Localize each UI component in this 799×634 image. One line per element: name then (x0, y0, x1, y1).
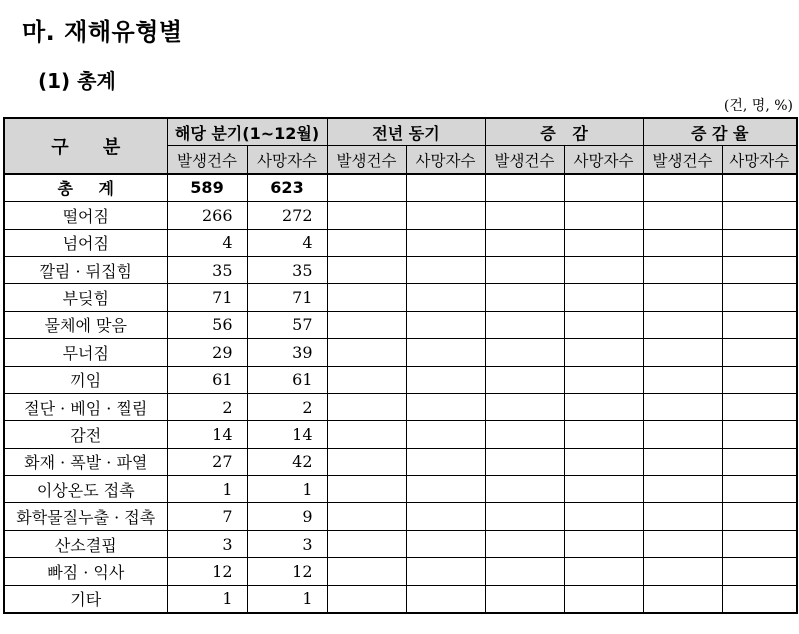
value-cell (722, 448, 797, 475)
row-label: 넘어짐 (4, 229, 167, 256)
value-cell: 27 (167, 448, 247, 475)
value-cell: 1 (247, 585, 327, 613)
value-cell (406, 256, 485, 283)
header-sub-cell: 발생건수 (327, 146, 406, 174)
row-label: 감전 (4, 421, 167, 448)
value-cell: 589 (167, 174, 247, 202)
value-cell (406, 585, 485, 613)
row-label: 물체에 맞음 (4, 311, 167, 338)
row-label: 부딪힘 (4, 284, 167, 311)
value-cell (327, 284, 406, 311)
value-cell (327, 530, 406, 557)
value-cell (406, 503, 485, 530)
value-cell (564, 339, 643, 366)
value-cell (485, 366, 564, 393)
row-label: 끼임 (4, 366, 167, 393)
row-label: 깔림 · 뒤집힘 (4, 256, 167, 283)
value-cell (722, 366, 797, 393)
value-cell (564, 366, 643, 393)
value-cell (406, 530, 485, 557)
value-cell (643, 393, 722, 420)
value-cell (327, 558, 406, 585)
value-cell (564, 284, 643, 311)
header-category: 구 분 (4, 118, 167, 174)
value-cell (564, 256, 643, 283)
value-cell: 4 (247, 229, 327, 256)
value-cell: 4 (167, 229, 247, 256)
value-cell (722, 421, 797, 448)
value-cell (485, 421, 564, 448)
value-cell: 61 (167, 366, 247, 393)
value-cell (564, 585, 643, 613)
value-cell (564, 393, 643, 420)
value-cell (406, 174, 485, 202)
row-label: 화학물질누출 · 접촉 (4, 503, 167, 530)
value-cell (327, 256, 406, 283)
header-sub-cell: 발생건수 (167, 146, 247, 174)
value-cell: 35 (167, 256, 247, 283)
value-cell (406, 366, 485, 393)
value-cell: 42 (247, 448, 327, 475)
value-cell (643, 421, 722, 448)
value-cell (643, 558, 722, 585)
value-cell (485, 530, 564, 557)
value-cell: 14 (167, 421, 247, 448)
value-cell (485, 311, 564, 338)
value-cell (643, 366, 722, 393)
value-cell (485, 476, 564, 503)
value-cell (564, 530, 643, 557)
row-label: 이상온도 접촉 (4, 476, 167, 503)
value-cell (485, 393, 564, 420)
value-cell: 61 (247, 366, 327, 393)
row-label: 무너짐 (4, 339, 167, 366)
value-cell: 1 (247, 476, 327, 503)
value-cell (485, 229, 564, 256)
value-cell (643, 503, 722, 530)
value-cell (643, 448, 722, 475)
table-row (4, 256, 797, 283)
value-cell (564, 448, 643, 475)
value-cell: 56 (167, 311, 247, 338)
value-cell (643, 530, 722, 557)
value-cell (327, 229, 406, 256)
value-cell (406, 393, 485, 420)
value-cell (564, 229, 643, 256)
value-cell (406, 421, 485, 448)
value-cell (722, 229, 797, 256)
value-cell (327, 366, 406, 393)
table-row (4, 311, 797, 338)
value-cell (643, 476, 722, 503)
value-cell: 29 (167, 339, 247, 366)
value-cell (643, 284, 722, 311)
value-cell (564, 503, 643, 530)
value-cell (564, 311, 643, 338)
row-label: 떨어짐 (4, 202, 167, 229)
row-label: 산소결핍 (4, 530, 167, 557)
value-cell (643, 256, 722, 283)
value-cell (485, 339, 564, 366)
header-sub-cell: 사망자수 (247, 146, 327, 174)
value-cell (406, 558, 485, 585)
header-sub-cell: 사망자수 (722, 146, 797, 174)
table-row (4, 448, 797, 475)
value-cell (722, 202, 797, 229)
value-cell (722, 174, 797, 202)
value-cell (485, 284, 564, 311)
value-cell: 2 (247, 393, 327, 420)
header-sub-cell: 발생건수 (485, 146, 564, 174)
value-cell: 1 (167, 585, 247, 613)
row-label: 절단 · 베임 · 찔림 (4, 393, 167, 420)
header-group-current: 해당 분기(1~12월) (167, 118, 327, 146)
value-cell: 39 (247, 339, 327, 366)
value-cell (564, 174, 643, 202)
value-cell: 3 (247, 530, 327, 557)
value-cell (722, 503, 797, 530)
value-cell: 35 (247, 256, 327, 283)
value-cell (327, 174, 406, 202)
value-cell (564, 421, 643, 448)
value-cell (327, 311, 406, 338)
header-group-prior-year: 전년 동기 (327, 118, 485, 146)
table-row (4, 339, 797, 366)
table-row-total (4, 174, 797, 202)
header-sub-cell: 사망자수 (406, 146, 485, 174)
table-body (4, 174, 797, 613)
value-cell (327, 503, 406, 530)
value-cell (643, 229, 722, 256)
table-row (4, 284, 797, 311)
table-row (4, 476, 797, 503)
header-sub-cell: 발생건수 (643, 146, 722, 174)
value-cell: 272 (247, 202, 327, 229)
value-cell (485, 585, 564, 613)
value-cell (564, 476, 643, 503)
value-cell (643, 202, 722, 229)
section-subtitle: (1) 총계 (38, 69, 116, 93)
value-cell (564, 558, 643, 585)
value-cell (485, 558, 564, 585)
value-cell (722, 311, 797, 338)
value-cell (406, 448, 485, 475)
value-cell (722, 393, 797, 420)
header-row-groups (4, 118, 797, 146)
value-cell: 71 (247, 284, 327, 311)
value-cell (722, 339, 797, 366)
value-cell: 7 (167, 503, 247, 530)
value-cell (327, 476, 406, 503)
table-row (4, 202, 797, 229)
value-cell (564, 202, 643, 229)
table-row (4, 585, 797, 613)
value-cell: 623 (247, 174, 327, 202)
value-cell: 1 (167, 476, 247, 503)
value-cell: 3 (167, 530, 247, 557)
value-cell (406, 284, 485, 311)
value-cell (406, 202, 485, 229)
row-label: 기타 (4, 585, 167, 613)
value-cell (327, 202, 406, 229)
row-label: 총 계 (4, 174, 167, 202)
value-cell (485, 174, 564, 202)
accident-type-table (3, 117, 798, 614)
table-row (4, 421, 797, 448)
row-label: 빠짐 · 익사 (4, 558, 167, 585)
value-cell (485, 256, 564, 283)
table-row (4, 366, 797, 393)
value-cell: 14 (247, 421, 327, 448)
value-cell (327, 339, 406, 366)
value-cell (406, 476, 485, 503)
unit-note: (건, 명, %) (723, 98, 793, 114)
value-cell (722, 585, 797, 613)
value-cell (327, 393, 406, 420)
table-row (4, 229, 797, 256)
value-cell (643, 174, 722, 202)
table-row (4, 503, 797, 530)
value-cell: 57 (247, 311, 327, 338)
value-cell (327, 448, 406, 475)
value-cell: 12 (247, 558, 327, 585)
table-row (4, 393, 797, 420)
table-row (4, 558, 797, 585)
header-group-change: 증 감 (485, 118, 643, 146)
value-cell (406, 229, 485, 256)
value-cell (643, 585, 722, 613)
value-cell (722, 284, 797, 311)
value-cell: 12 (167, 558, 247, 585)
header-group-change-rate: 증 감 율 (643, 118, 797, 146)
value-cell (406, 311, 485, 338)
value-cell (643, 339, 722, 366)
value-cell (485, 202, 564, 229)
value-cell (485, 503, 564, 530)
value-cell (485, 448, 564, 475)
value-cell (643, 311, 722, 338)
value-cell (722, 256, 797, 283)
section-title: 마. 재해유형별 (22, 18, 183, 46)
table-row (4, 530, 797, 557)
value-cell: 9 (247, 503, 327, 530)
value-cell (722, 530, 797, 557)
value-cell: 2 (167, 393, 247, 420)
value-cell (327, 421, 406, 448)
value-cell: 71 (167, 284, 247, 311)
value-cell (406, 339, 485, 366)
value-cell (327, 585, 406, 613)
header-sub-cell: 사망자수 (564, 146, 643, 174)
value-cell: 266 (167, 202, 247, 229)
row-label: 화재 · 폭발 · 파열 (4, 448, 167, 475)
value-cell (722, 476, 797, 503)
value-cell (722, 558, 797, 585)
